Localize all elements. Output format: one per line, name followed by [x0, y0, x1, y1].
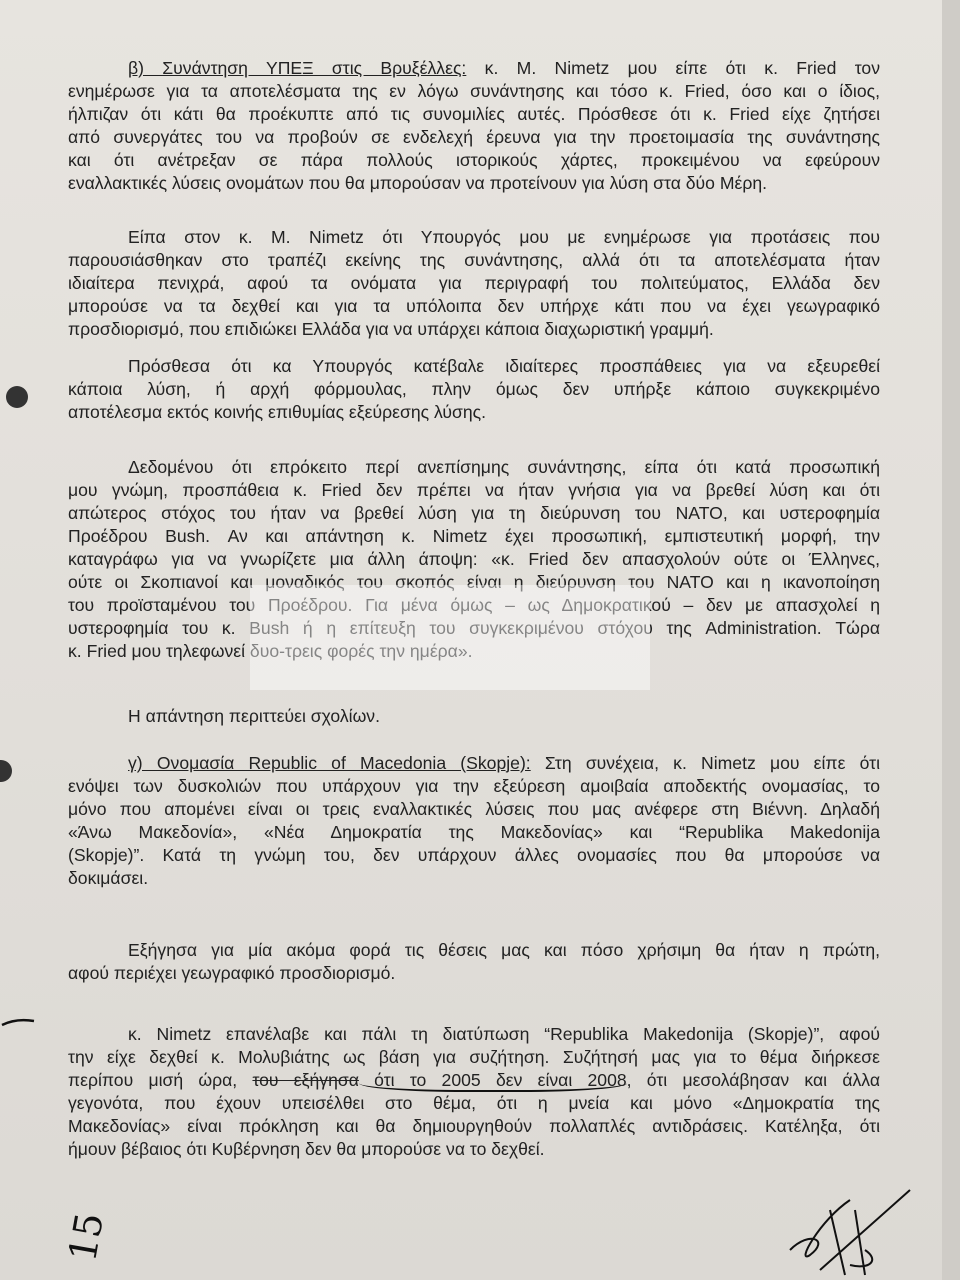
text-segment: περίπου μισή ώρα, [68, 1070, 253, 1090]
text-line: παρουσιάσθηκαν στο τραπέζι εκείνης της συνάντησης, αλλά ότι τα αποτελέσματα ήταν [68, 250, 880, 270]
paragraph [68, 939, 880, 985]
text-line: Μακεδονίας» είναι πρόκληση και θα δημιουργηθούν πολλαπλές αντιδράσεις. Κατέληξα, ότι [68, 1116, 880, 1136]
signature [770, 1180, 920, 1280]
text-line: του προϊσταμένου του Προέδρου. Για μένα όμως – ως Δημοκρατικού – δεν με απασχολεί η [68, 595, 880, 615]
handwritten-page-number: 15 [60, 1209, 113, 1265]
text-line-annotated [68, 1069, 880, 1092]
text-line: μπορούσε να τα δεχθεί και για τα υπόλοιπα δεν υπήρχε κάτι που να έχει γεωγραφικό [68, 296, 880, 316]
paragraph [68, 355, 880, 424]
text-line: κ. Nimetz επανέλαβε και πάλι τη διατύπωση “Republika Makedonija (Skopje)”, αφού [128, 1024, 880, 1044]
text-line: την είχε δεχθεί κ. Μολυβιάτης ως βάση για συζήτηση. Συζήτησή μας για το θέμα διήρκεσε [68, 1047, 880, 1067]
section-heading: γ) Ονομασία Republic of Macedonia (Skopje): [128, 753, 531, 773]
text-line: ήμουν βέβαιος ότι Κυβέρνηση δεν θα μπορούσε να το δεχθεί. [68, 1139, 545, 1159]
punch-hole [6, 386, 28, 408]
paragraph [68, 705, 880, 728]
text-line: Η απάντηση περιττεύει σχολίων. [128, 706, 380, 726]
text-line: και ότι ανέτρεξαν σε πάρα πολλούς ιστορικούς χάρτες, προκειμένου να εφεύρουν [68, 150, 880, 170]
text-line: ενημέρωσε για τα αποτελέσματα της εν λόγω συνάντησης και τόσο κ. Fried, όσο και ο ίδιος, [68, 81, 880, 101]
text-line: Δεδομένου ότι επρόκειτο περί ανεπίσημης συνάντησης, είπα ότι κατά προσωπική [128, 457, 880, 477]
text-line: γεγονότα, που έχουν υπεισέλθει στο θέμα, ότι η μνεία και μόνο «Δημοκρατία της [68, 1093, 880, 1113]
text-line: υστεροφημία του κ. Bush ή η επίτευξη του συγκεκριμένου στόχου της Administration. Τώρα [68, 618, 880, 638]
text-line: προσδιορισμό, που επιδιώκει Ελλάδα για να υπάρχει κάποια διαχωριστική γραμμή. [68, 319, 714, 339]
text-line: ήλπιζαν ότι κάτι θα προέκυπτε από τις συνομιλίες αυτές. Πρόσθεσε ότι κ. Fried είχε ζητήσει [68, 104, 880, 124]
text-line: καταγράφω για να γνωρίζετε μια άλλη άποψη: «κ. Fried δεν απασχολούν ούτε οι Έλληνες, [68, 549, 880, 569]
text-line [68, 752, 880, 775]
text-line: μου γνώμη, προσπάθεια κ. Fried δεν πρέπει να ήταν γνήσια για να βρεθεί λύση και ότι [68, 480, 880, 500]
text-line: Είπα στον κ. Μ. Nimetz ότι Υπουργός μου με ενημέρωσε για προτάσεις που [128, 227, 880, 247]
watermark [250, 585, 650, 690]
page-edge [942, 0, 960, 1280]
text-line: μόνο που απομένει είναι οι τρεις εναλλακτικές λύσεις που μας ανέφερε στη Βιέννη. Δηλαδή [68, 799, 880, 819]
text-line: Εξήγησα για μία ακόμα φορά τις θέσεις μας και πόσο χρήσιμη θα ήταν η πρώτη, [128, 940, 880, 960]
margin-mark [0, 1005, 40, 1035]
text-line: δοκιμάσει. [68, 868, 149, 888]
text-line-content: Στη συνέχεια, κ. Nimetz μου είπε ότι [530, 753, 880, 773]
paragraph [68, 226, 880, 341]
punch-hole [0, 760, 12, 782]
text-line: Προέδρου Bush. Αν και απάντηση κ. Nimetz έχει προσωπική, εμπιστευτική μορφή, την [68, 526, 880, 546]
text-line: ενόψει των δυσκολιών που υπάρχουν για την εξεύρεση αμοιβαία αποδεκτής ονομασίας, το [68, 776, 880, 796]
text-line: «Άνω Μακεδονία», «Νέα Δημοκρατία της Μακεδονίας» και “Republika Makedonija [68, 822, 880, 842]
text-line: αποτέλεσμα εκτός κοινής επιθυμίας εξεύρεσης λύσης. [68, 402, 486, 422]
handwritten-underline-text: ότι το 2005 δεν είναι 2008 [358, 1070, 627, 1090]
text-line-content: κ. Μ. Nimetz μου είπε ότι κ. Fried τον [466, 58, 880, 78]
text-line: Πρόσθεσα ότι κα Υπουργός κατέβαλε ιδιαίτερες προσπάθειες για να εξευρεθεί [128, 356, 880, 376]
text-line: κάποια λύση, ή αρχή φόρμουλας, πλην όμως δεν υπήρξε κάποιο συγκεκριμένο [68, 379, 880, 399]
text-line: ούτε οι Σκοπιανοί και μοναδικός του σκοπός είναι η διεύρυνση του ΝΑΤΟ και η ικανοποίηση [68, 572, 880, 592]
text-line: (Skopje)”. Κατά τη γνώμη του, δεν υπάρχουν άλλες ονομασίες που θα μπορούσε να [68, 845, 880, 865]
text-line: από συνεργάτες του να προβούν σε ενδελεχή έρευνα για την προετοιμασία της συνάντησης [68, 127, 880, 147]
section-heading: β) Συνάντηση ΥΠΕΞ στις Βρυξέλλες: [128, 58, 467, 78]
text-segment: , ότι μεσολάβησαν και άλλα [626, 1070, 880, 1090]
section-b-paragraph [68, 57, 880, 195]
text-line: κ. Fried μου τηλεφωνεί δυο-τρεις φορές την ημέρα». [68, 641, 473, 661]
struck-text: του εξήγησα [252, 1070, 359, 1090]
text-line: απώτερος στόχος του ήταν να βρεθεί λύση για τη διεύρυνση του ΝΑΤΟ, και υστεροφημία [68, 503, 880, 523]
paragraph [68, 1023, 880, 1161]
text-line: αφού περιέχει γεωγραφικό προσδιορισμό. [68, 963, 396, 983]
text-line [68, 57, 880, 80]
text-line: ιδιαίτερα πενιχρά, αφού τα ονόματα για περιγραφή του πολιτεύματος, Ελλάδα δεν [68, 273, 880, 293]
text-line: εναλλακτικές λύσεις ονομάτων που θα μπορούσαν να προτείνουν για λύση στα δύο Μέρη. [68, 173, 768, 193]
section-c-paragraph [68, 752, 880, 890]
